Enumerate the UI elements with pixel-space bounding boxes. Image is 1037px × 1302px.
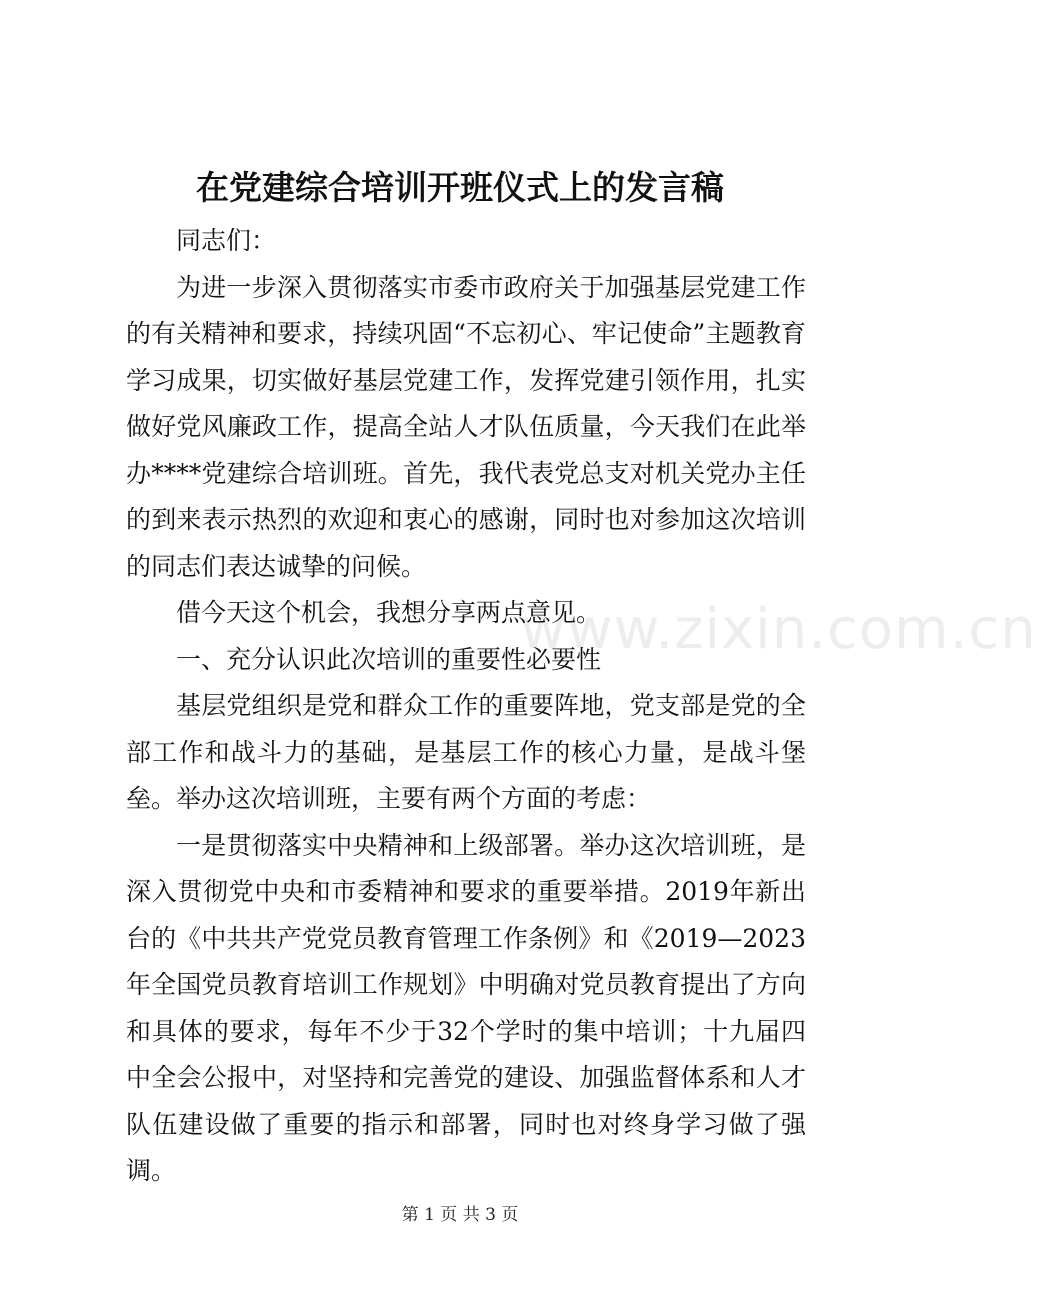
body-paragraph: 一是贯彻落实中央精神和上级部署。举办这次培训班，是深入贯彻党中央和市委精神和要求的重要举措。2019年新出台的《中共共产党党员教育管理工作条例》和《2019—2023年全国党员教育培训工作规划》中明确对党员教育提出了方向和具体的要求，每年不少于32个学时的集中培训；十九届四中全会公报中，对坚持和完善党的建设、加强监督体系和人才队伍建设做了重要的指示和部署，同时也对终身学习做了强调。 xyxy=(126,830,806,1185)
body-paragraph: 借今天这个机会，我想分享两点意见。 xyxy=(176,598,602,627)
document-title: 在党建综合培训开班仪式上的发言稿 xyxy=(196,168,724,207)
body-paragraph: 基层党组织是党和群众工作的重要阵地，党支部是党的全部工作和战斗力的基础，是基层工作的核心力量，是战斗堡垒。举办这次培训班，主要有两个方面的考虑： xyxy=(126,691,806,813)
page-footer: 第 1 页 共 3 页 xyxy=(401,1205,519,1225)
watermark: www.zixin.com.cn xyxy=(520,597,1037,662)
body-paragraph: 为进一步深入贯彻落实市委市政府关于加强基层党建工作的有关精神和要求，持续巩固“不忘初心、牢记使命”主题教育学习成果，切实做好基层党建工作，发挥党建引领作用，扎实做好党风廉政工作，提高全站人才队伍质量，今天我们在此举办****党建综合培训班。首先，我代表党总支对机关党办主任的到来表示热烈的欢迎和衷心的感谢，同时也对参加这次培训的同志们表达诚挚的问候。 xyxy=(126,272,806,581)
salutation-paragraph: 同志们： xyxy=(176,226,277,255)
document-body xyxy=(126,218,806,1195)
section-heading: 一、充分认识此次培训的重要性必要性 xyxy=(176,644,602,674)
